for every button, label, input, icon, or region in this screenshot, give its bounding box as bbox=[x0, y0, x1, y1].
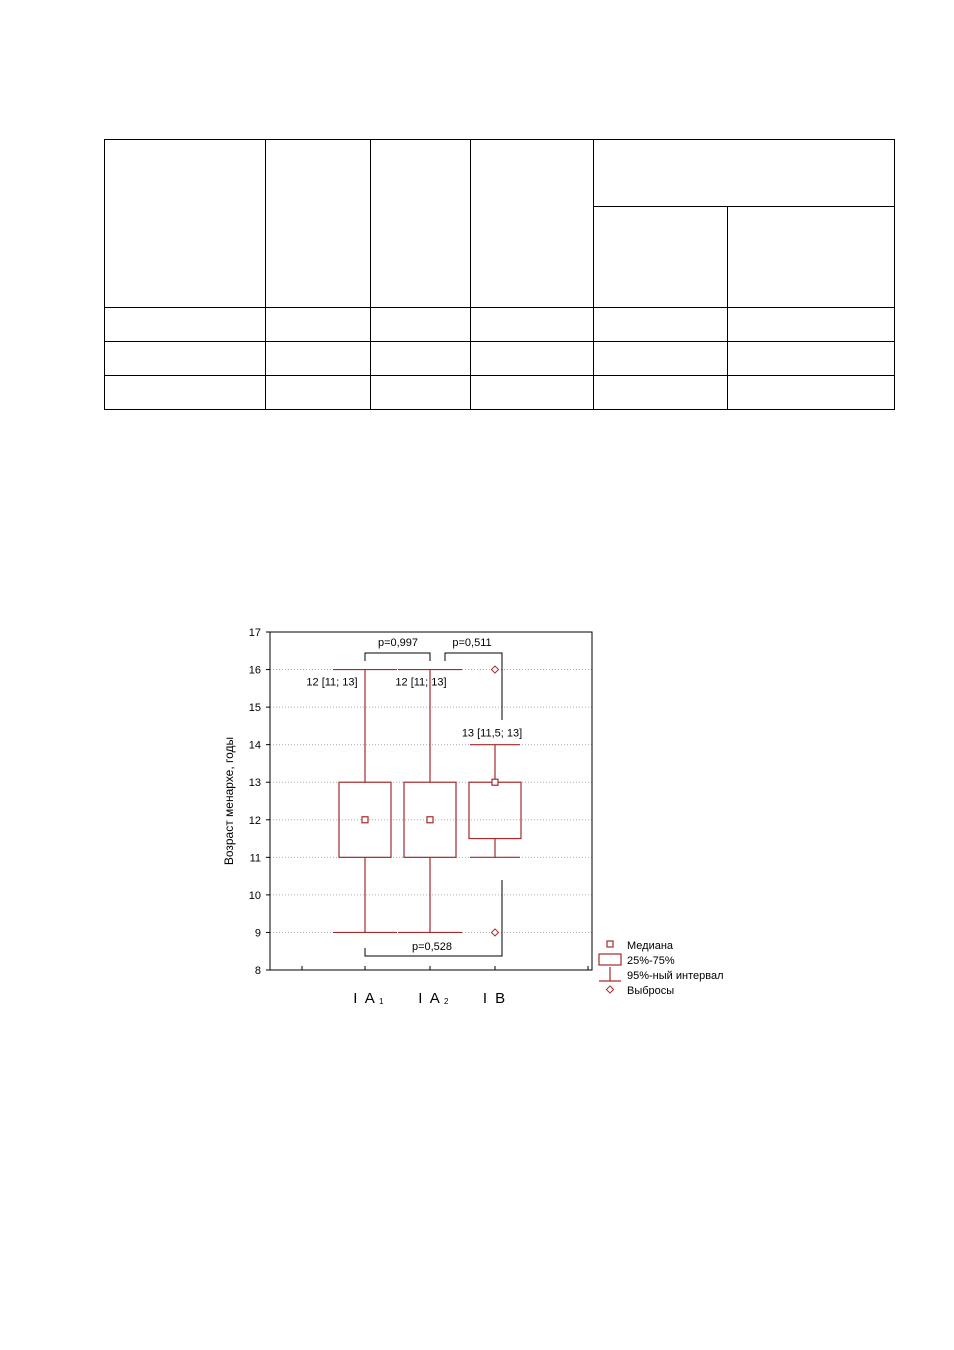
outlier-point bbox=[491, 666, 498, 673]
x-category-label: I B bbox=[482, 990, 508, 1007]
box-iqr bbox=[469, 782, 521, 838]
box-value-label: 12 [11; 13] bbox=[395, 676, 447, 689]
legend-label: Выбросы bbox=[627, 985, 675, 997]
y-tick-label: 10 bbox=[248, 889, 261, 902]
x-category-subscript: 1 bbox=[379, 997, 384, 1006]
y-tick-label: 8 bbox=[254, 965, 261, 977]
y-tick-label: 9 bbox=[254, 927, 261, 940]
gridlines bbox=[270, 670, 592, 933]
legend-median-symbol bbox=[607, 941, 613, 947]
legend-label: 25%-75% bbox=[627, 955, 675, 967]
table-header-cell bbox=[594, 207, 728, 307]
median-marker bbox=[362, 817, 368, 823]
y-tick-label: 11 bbox=[249, 852, 261, 865]
legend-box-symbol bbox=[599, 954, 621, 965]
empty-table bbox=[104, 139, 895, 410]
x-category-label: I A bbox=[418, 990, 442, 1007]
legend-outlier-symbol bbox=[606, 986, 613, 993]
legend-label: Медиана bbox=[627, 940, 674, 952]
table-header-cell bbox=[594, 140, 895, 207]
y-tick-label: 15 bbox=[248, 702, 261, 715]
table-header-cell bbox=[728, 207, 895, 307]
table-header-cell bbox=[371, 140, 471, 308]
table-header-cell bbox=[266, 140, 371, 308]
p-value-label: p=0,528 bbox=[411, 941, 453, 953]
y-tick-label: 16 bbox=[248, 664, 261, 677]
box-value-label: 13 [11,5; 13] bbox=[461, 727, 523, 740]
y-tick-label: 17 bbox=[248, 627, 261, 639]
comparison-bracket bbox=[365, 653, 430, 661]
y-axis-label: Возраст менархе, годы bbox=[222, 736, 236, 866]
x-category-label: I A bbox=[353, 990, 377, 1007]
legend-label: 95%-ный интервал bbox=[627, 970, 724, 982]
boxes bbox=[306, 666, 522, 936]
table-row bbox=[105, 341, 895, 375]
median-marker bbox=[427, 817, 433, 823]
x-axis-categories bbox=[353, 990, 507, 1007]
y-tick-label: 13 bbox=[248, 777, 261, 790]
table-header-cell bbox=[105, 140, 266, 308]
table-header-cell bbox=[471, 140, 594, 308]
x-category-subscript: 2 bbox=[444, 997, 449, 1006]
table-row bbox=[105, 375, 895, 409]
p-value-label: p=0,511 bbox=[452, 637, 492, 649]
comparison-bracket bbox=[445, 653, 502, 720]
median-marker bbox=[492, 779, 498, 785]
y-tick-label: 12 bbox=[248, 814, 261, 827]
table-row bbox=[105, 307, 895, 341]
outlier-point bbox=[491, 929, 498, 936]
y-tick-label: 14 bbox=[248, 739, 261, 752]
box-value-label: 12 [11; 13] bbox=[306, 676, 358, 689]
legend bbox=[599, 940, 724, 997]
box-plot-chart bbox=[200, 620, 760, 1020]
p-value-label: p=0,997 bbox=[377, 637, 419, 649]
